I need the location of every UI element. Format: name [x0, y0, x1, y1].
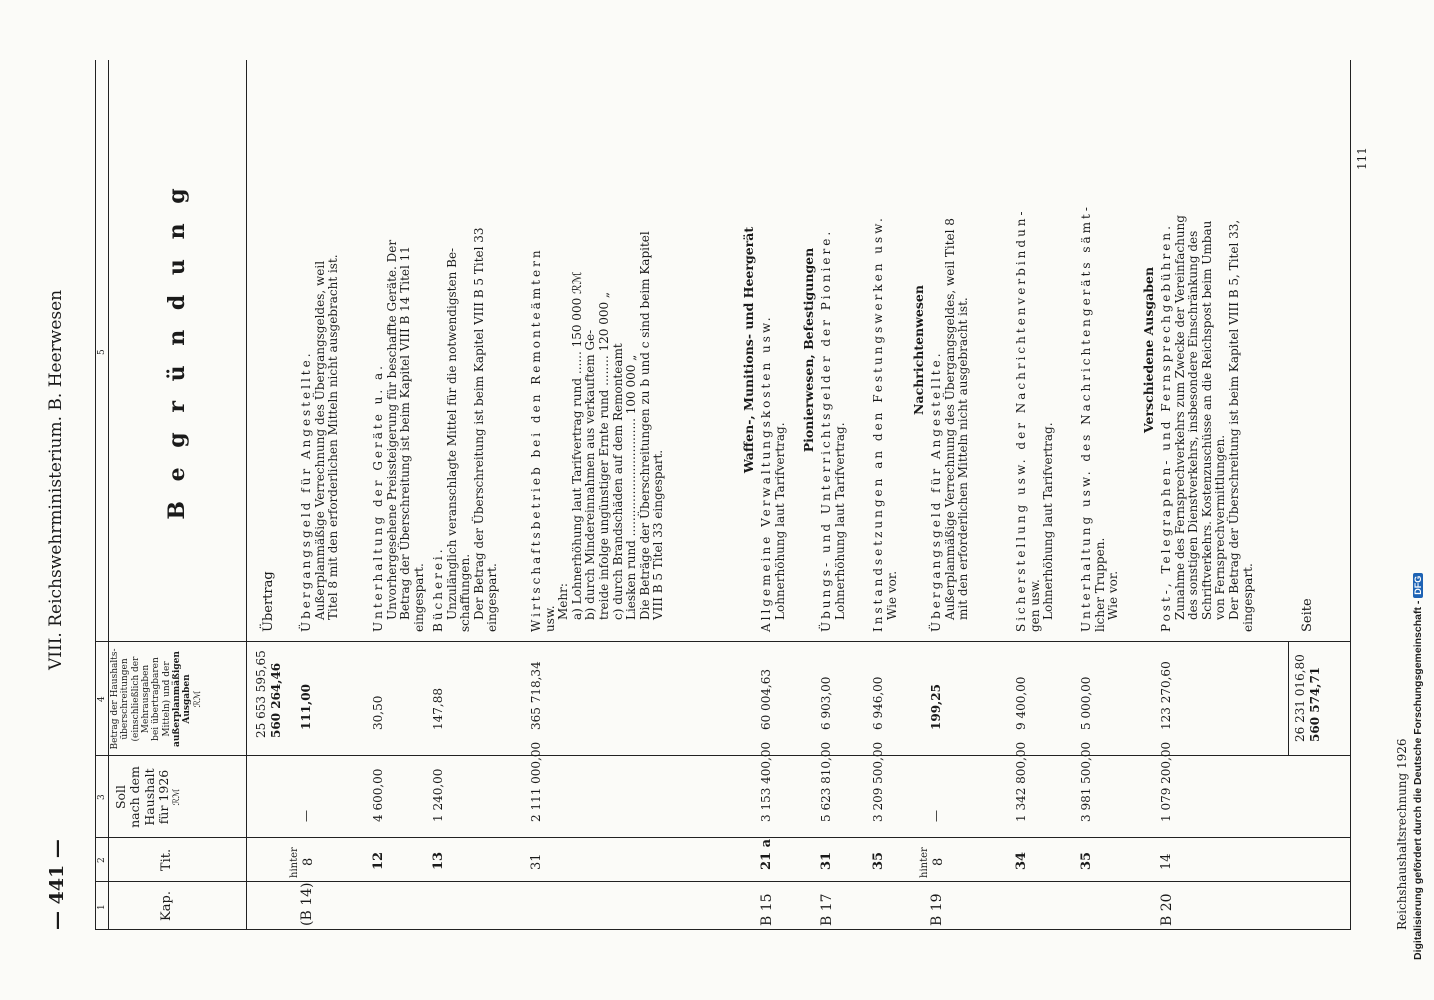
colnum-1: 1	[97, 904, 107, 910]
justification-line: Wie vor.	[1106, 570, 1121, 620]
justification-line: treide infolge ungünstiger Ernte rund ........ 120 000 „	[597, 291, 611, 620]
justification-line: Instandsetzungen an den Festungswerken usw.	[871, 215, 885, 632]
colnum-4: 4	[97, 696, 107, 702]
betrag-cell: 9 400,00	[1014, 676, 1028, 730]
betrag-cell: 6 903,00	[819, 676, 833, 730]
betrag-cell: 123 270,60	[1159, 661, 1173, 730]
header-betrag	[110, 642, 203, 756]
justification-line: Liesken rund ............................... 100 000 „	[624, 354, 639, 620]
titel-cell: 35	[871, 851, 886, 870]
dfg-logo: DFG	[1413, 573, 1423, 598]
footer-publication: Reichshaushaltsrechnung 1926	[1395, 738, 1409, 930]
uebertrag-value-2: 560 264,46	[269, 662, 283, 738]
header-soll	[114, 756, 182, 838]
soll-cell: —	[929, 810, 943, 822]
header-betrag-line: (einschließlich der	[130, 656, 141, 742]
justification-line: Zunahme des Fernsprechverkehrs zum Zwecke der Vereinfachung	[1172, 215, 1187, 620]
colnum-3: 3	[97, 794, 107, 800]
digitization-credit-text: Digitalisierung gefördert durch die Deutsche Forschungsgemeinschaft -	[1412, 600, 1424, 960]
justification-line: Wirtschaftsbetrieb bei den Remonteämtern	[529, 247, 543, 632]
titel-cell: 14	[1159, 853, 1174, 870]
col-divider-1	[95, 881, 1350, 882]
soll-cell: 1 342 800,00	[1014, 741, 1028, 822]
soll-cell: 1 240,00	[431, 768, 445, 822]
titel-cell: 8	[301, 857, 316, 866]
justification-line: eingespart.	[485, 563, 500, 632]
kapitel-cell: B 20	[1159, 893, 1175, 926]
justification-line: Titel 8 mit den erforderlichen Mitteln nicht ausgebracht ist.	[326, 254, 341, 620]
header-soll-line: für 1926	[156, 769, 172, 825]
soll-cell: 2 111 000,00	[529, 741, 543, 822]
justification-line: Übergangsgeld für Angestellte.	[929, 350, 943, 632]
betrag-cell: 111,00	[299, 684, 313, 730]
soll-cell: 5 623 810,00	[819, 741, 833, 822]
section-heading: Waffen-, Munitions- und Heergerät	[741, 226, 756, 474]
soll-cell: 3 981 500,00	[1079, 741, 1093, 822]
header-bottom-rule	[246, 60, 247, 930]
justification-line: Unzulänglich veranschlagte Mittel für die notwendigsten Be-	[444, 247, 459, 620]
titel-cell: 21 a	[759, 838, 774, 870]
justification-line: Allgemeine Verwaltungskosten usw.	[759, 314, 773, 632]
header-begruendung: B e g r ü n d u n g	[164, 182, 190, 520]
justification-line: Sicherstellung usw. der Nachrichtenverbindun-	[1014, 208, 1028, 632]
soll-cell: 3 153 400,00	[759, 741, 773, 822]
header-betrag-line: Mitteln) und der	[161, 661, 172, 737]
col-divider-4	[95, 641, 1350, 642]
justification-line: Die Beträge der Überschreitungen zu b und c sind beim Kapitel	[637, 231, 652, 620]
titel-cell: 35	[1079, 851, 1094, 870]
betrag-cell: 6 946,00	[871, 676, 885, 730]
justification-line: Unterhaltung der Geräte u. a.	[371, 363, 385, 632]
seite-value-1: 26 231 016,80	[1293, 654, 1307, 742]
justification-line: Lohnerhöhung laut Tarifvertrag.	[1041, 422, 1056, 620]
betrag-cell: 199,25	[929, 684, 943, 730]
titel-prefix: hinter	[289, 847, 300, 878]
soll-cell: —	[299, 810, 313, 822]
justification-line: eingespart.	[411, 563, 426, 632]
header-tit: Tit.	[159, 848, 174, 872]
header-betrag-unit: ℛℳ	[192, 690, 203, 708]
table-bottom-rule	[1350, 60, 1351, 930]
titel-cell: 31	[819, 851, 834, 870]
justification-line: eingespart.	[1240, 563, 1255, 632]
titel-prefix: hinter	[919, 847, 930, 878]
header-betrag-line: Mehrausgaben	[141, 664, 152, 734]
header-soll-unit: ℛℳ	[171, 788, 182, 806]
sum-rule	[1288, 642, 1289, 756]
table-top-rule	[95, 60, 96, 930]
justification-line: von Fernsprechvermittlungen.	[1213, 434, 1228, 620]
justification-line: c) durch Brandschäden auf dem Remonteamt	[610, 343, 625, 620]
header-betrag-line: Ausgaben	[182, 674, 193, 724]
kapitel-cell: (B 14)	[299, 882, 315, 926]
colnum-5: 5	[97, 349, 107, 355]
seite-label: Seite	[1300, 598, 1315, 632]
justification-line: Lohnerhöhung laut Tarifvertrag.	[772, 422, 787, 620]
justification-line: b) durch Mindereinnahmen aus verkauftem Ge-	[583, 329, 598, 620]
betrag-cell: 60 004,63	[759, 668, 773, 730]
kapitel-cell: B 15	[759, 893, 775, 926]
justification-line: Bücherei.	[431, 546, 445, 632]
header-betrag-line: außerplanmäßigen	[172, 651, 183, 747]
justification-line: Der Betrag der Überschreitung ist beim Kapitel VIII B 5 Titel 33	[471, 227, 486, 620]
justification-line: gen usw.	[1027, 579, 1042, 632]
justification-line: a) Lohnerhöhung laut Tarifvertrag rund ...... 150 000 ℛℳ	[569, 271, 584, 620]
soll-cell: 4 600,00	[371, 768, 385, 822]
betrag-cell: 147,88	[431, 688, 445, 730]
justification-line: schaffungen.	[458, 553, 473, 632]
running-head	[40, 60, 74, 930]
justification-line: Post-, Telegraphen- und Fernsprechgebühren.	[1159, 223, 1173, 632]
titel-cell: 34	[1014, 851, 1029, 870]
justification-line: Unvorhergesehene Preissteigerung für beschaffte Geräte. Der	[384, 239, 399, 620]
header-soll-line: Soll	[113, 784, 128, 810]
titel-cell: 8	[931, 857, 946, 866]
justification-line: Lohnerhöhung laut Tarifvertrag.	[832, 422, 847, 620]
justification-line: Schriftverkehrs. Kostenzuschüsse an die Reichspost beim Umbau	[1199, 220, 1214, 620]
justification-line: mit den erforderlichen Mitteln nicht ausgebracht ist.	[956, 297, 971, 620]
colnum-rule	[108, 60, 109, 930]
header-betrag-line: Betrag der Haushalts-	[110, 648, 120, 750]
soll-cell: 3 209 500,00	[871, 741, 885, 822]
header-betrag-line: bei übertragbaren	[151, 657, 162, 741]
titel-cell: 12	[371, 851, 386, 870]
kapitel-cell: B 17	[819, 893, 835, 926]
betrag-cell: 5 000,00	[1079, 676, 1093, 730]
header-soll-line: Haushalt	[141, 768, 157, 826]
col-divider-0	[95, 929, 1350, 930]
betrag-cell: 30,50	[371, 695, 385, 730]
header-soll-line: nach dem	[127, 766, 143, 828]
justification-line: Betrag der Überschreitung ist beim Kapitel VIII B 14 Titel 11	[398, 246, 413, 620]
justification-line: licher Truppen.	[1092, 537, 1107, 632]
page-number: — 441 —	[46, 839, 68, 930]
justification-line: Der Betrag der Überschreitung ist beim Kapitel VIII B 5, Titel 33,	[1227, 219, 1241, 620]
colnum-2: 2	[97, 857, 107, 863]
section-heading: Pionierwesen, Befestigungen	[801, 247, 816, 453]
justification-line: Außerplanmäßige Verrechnung des Übergangsgeldes, weil	[312, 260, 327, 620]
kapitel-cell: B 19	[929, 893, 945, 926]
justification-line: Unterhaltung usw. des Nachrichtengeräts sämt-	[1079, 204, 1093, 632]
betrag-cell: 365 718,34	[529, 661, 543, 730]
justification-line: des sonstigen Dienstverkehrs, insbesondere Einschränkung des	[1186, 230, 1201, 620]
justification-line: Übungs- und Unterrichtsgelder der Pioniere.	[819, 228, 833, 632]
titel-cell: 31	[529, 853, 544, 870]
header-kap: Kap.	[159, 891, 174, 921]
justification-line: Wie vor.	[884, 570, 899, 620]
section-title: VIII. Reichswehrministerium. B. Heerwesen	[46, 289, 66, 670]
digitization-credit	[1412, 573, 1424, 960]
justification-line: Übergangsgeld für Angestellte.	[299, 350, 313, 632]
section-heading: Nachrichtenwesen	[911, 285, 926, 415]
titel-cell: 13	[431, 851, 446, 870]
col-divider-2	[95, 837, 1350, 838]
uebertrag-value-1: 25 653 595,65	[254, 650, 268, 738]
uebertrag-label: Übertrag	[261, 571, 276, 632]
seite-value-2: 560 574,71	[1308, 666, 1322, 742]
section-heading: Verschiedene Ausgaben	[1141, 266, 1156, 434]
header-betrag-line: überschreitungen	[120, 658, 131, 740]
justification-line: usw.	[542, 605, 557, 632]
justification-line: Außerplanmäßige Verrechnung des Übergangsgeldes, weil Titel 8	[942, 218, 957, 620]
footer-page-number: 111	[1355, 147, 1369, 170]
justification-line: Mehr:	[556, 583, 571, 620]
soll-cell: 1 079 200,00	[1159, 741, 1173, 822]
justification-line: VIII B 5 Titel 33 eingespart.	[651, 449, 666, 620]
